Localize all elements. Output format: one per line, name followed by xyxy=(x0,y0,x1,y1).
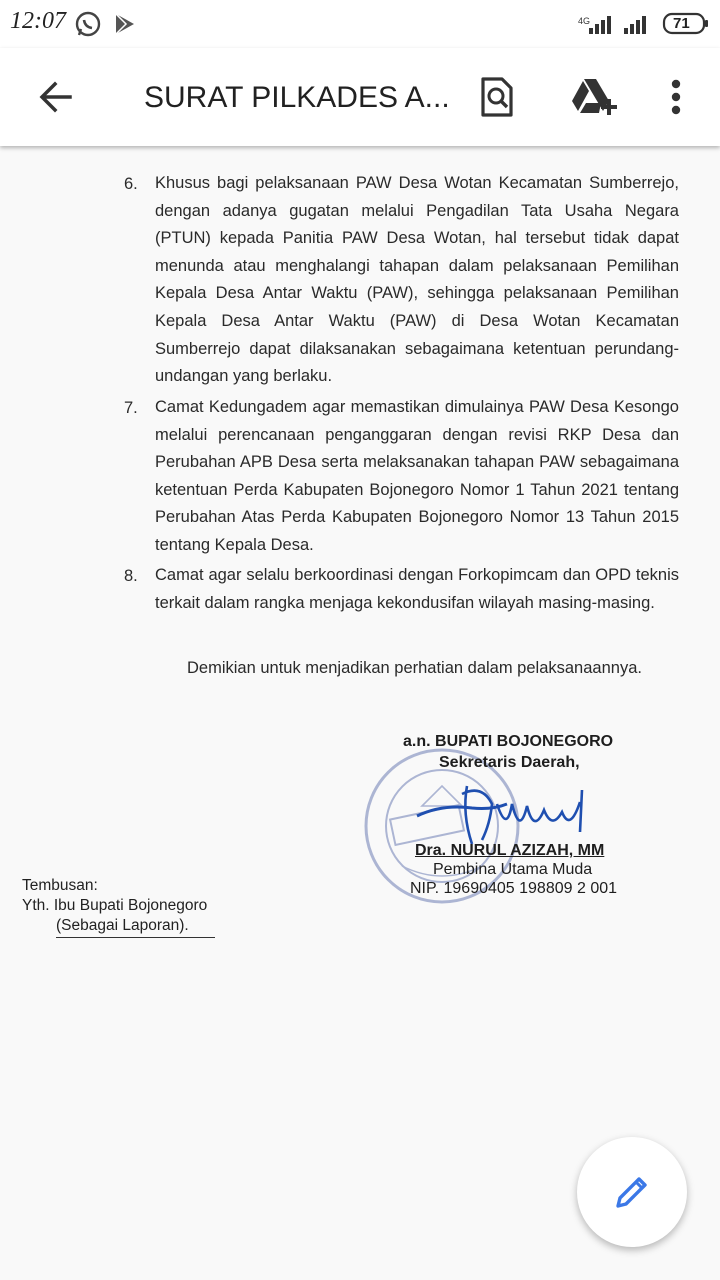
list-item-number: 7. xyxy=(124,399,138,417)
find-in-document-button[interactable] xyxy=(472,71,522,123)
edit-button[interactable] xyxy=(577,1137,687,1247)
more-vert-icon xyxy=(671,79,681,115)
edit-pencil-icon xyxy=(612,1172,652,1212)
list-item-number: 8. xyxy=(124,567,138,585)
network-type-label: 4G xyxy=(578,16,591,26)
cc-label: Tembusan: xyxy=(22,877,98,894)
list-item-text: Camat agar selalu berkoordinasi dengan Forkopimcam dan OPD teknis terkait dalam rangka menjaga kekondusifan wilayah masing-masing. xyxy=(155,566,679,612)
list-item-text: Camat Kedungadem agar memastikan dimulainya PAW Desa Kesongo melalui perencanaan penganggaran dengan revisi RKP Desa dan Perubahan APB Desa serta melaksanakan tahapan PAW sebagaimana ketentuan Perda Kabupaten Bojonegoro Nomor 1 Tahun 2021 tentang Perubahan Atas Perda Kabupaten Bojonegoro Nomor 13 Tahun 2015 tentang Kepala Desa. xyxy=(155,398,679,554)
cc-note: (Sebagai Laporan). xyxy=(56,917,215,938)
status-time: 12:07 xyxy=(10,8,66,34)
cc-recipient: Yth. Ibu Bupati Bojonegoro xyxy=(22,897,208,914)
signal-icon xyxy=(622,14,654,41)
back-button[interactable] xyxy=(30,71,82,123)
find-in-page-icon xyxy=(480,76,514,118)
list-item-number: 6. xyxy=(124,175,138,193)
arrow-back-icon xyxy=(38,79,74,115)
list-item-text: Khusus bagi pelaksanaan PAW Desa Wotan Kecamatan Sumberrejo, dengan adanya gugatan melalui Pengadilan Tata Usaha Negara (PTUN) kepada Panitia PAW Desa Wotan, hal tersebut tidak dapat menunda atau menghalangi tahapan dalam pelaksanaan Pemilihan Kepala Desa Antar Waktu (PAW), sehingga pelaksanaan Pemilihan Kepala Desa Antar Waktu (PAW) di Desa Wotan Kecamatan Sumberrejo dapat dilaksanakan sebagaimana ketentuan perundang-undangan yang berlaku. xyxy=(155,174,679,386)
status-bar xyxy=(0,0,720,48)
battery-icon xyxy=(662,12,710,34)
app-bar xyxy=(0,48,720,146)
signature-position: Sekretaris Daerah, xyxy=(439,754,580,771)
signatory-nip: NIP. 19690405 198809 2 001 xyxy=(410,880,618,897)
document-page[interactable] xyxy=(0,146,720,1280)
battery-level: 71 xyxy=(673,15,690,32)
add-to-drive-button[interactable] xyxy=(566,72,620,122)
closing-statement: Demikian untuk menjadikan perhatian dalam pelaksanaannya. xyxy=(187,659,642,677)
add-to-drive-icon xyxy=(569,77,617,117)
signatory-name: Dra. NURUL AZIZAH, MM xyxy=(415,842,605,859)
play-store-icon xyxy=(114,12,136,41)
signatory-rank: Pembina Utama Muda xyxy=(433,861,593,878)
whatsapp-icon xyxy=(74,10,102,43)
more-options-button[interactable] xyxy=(656,72,696,122)
signature-on-behalf: a.n. BUPATI BOJONEGORO xyxy=(403,733,614,750)
document-title: SURAT PILKADES A... xyxy=(144,81,450,114)
